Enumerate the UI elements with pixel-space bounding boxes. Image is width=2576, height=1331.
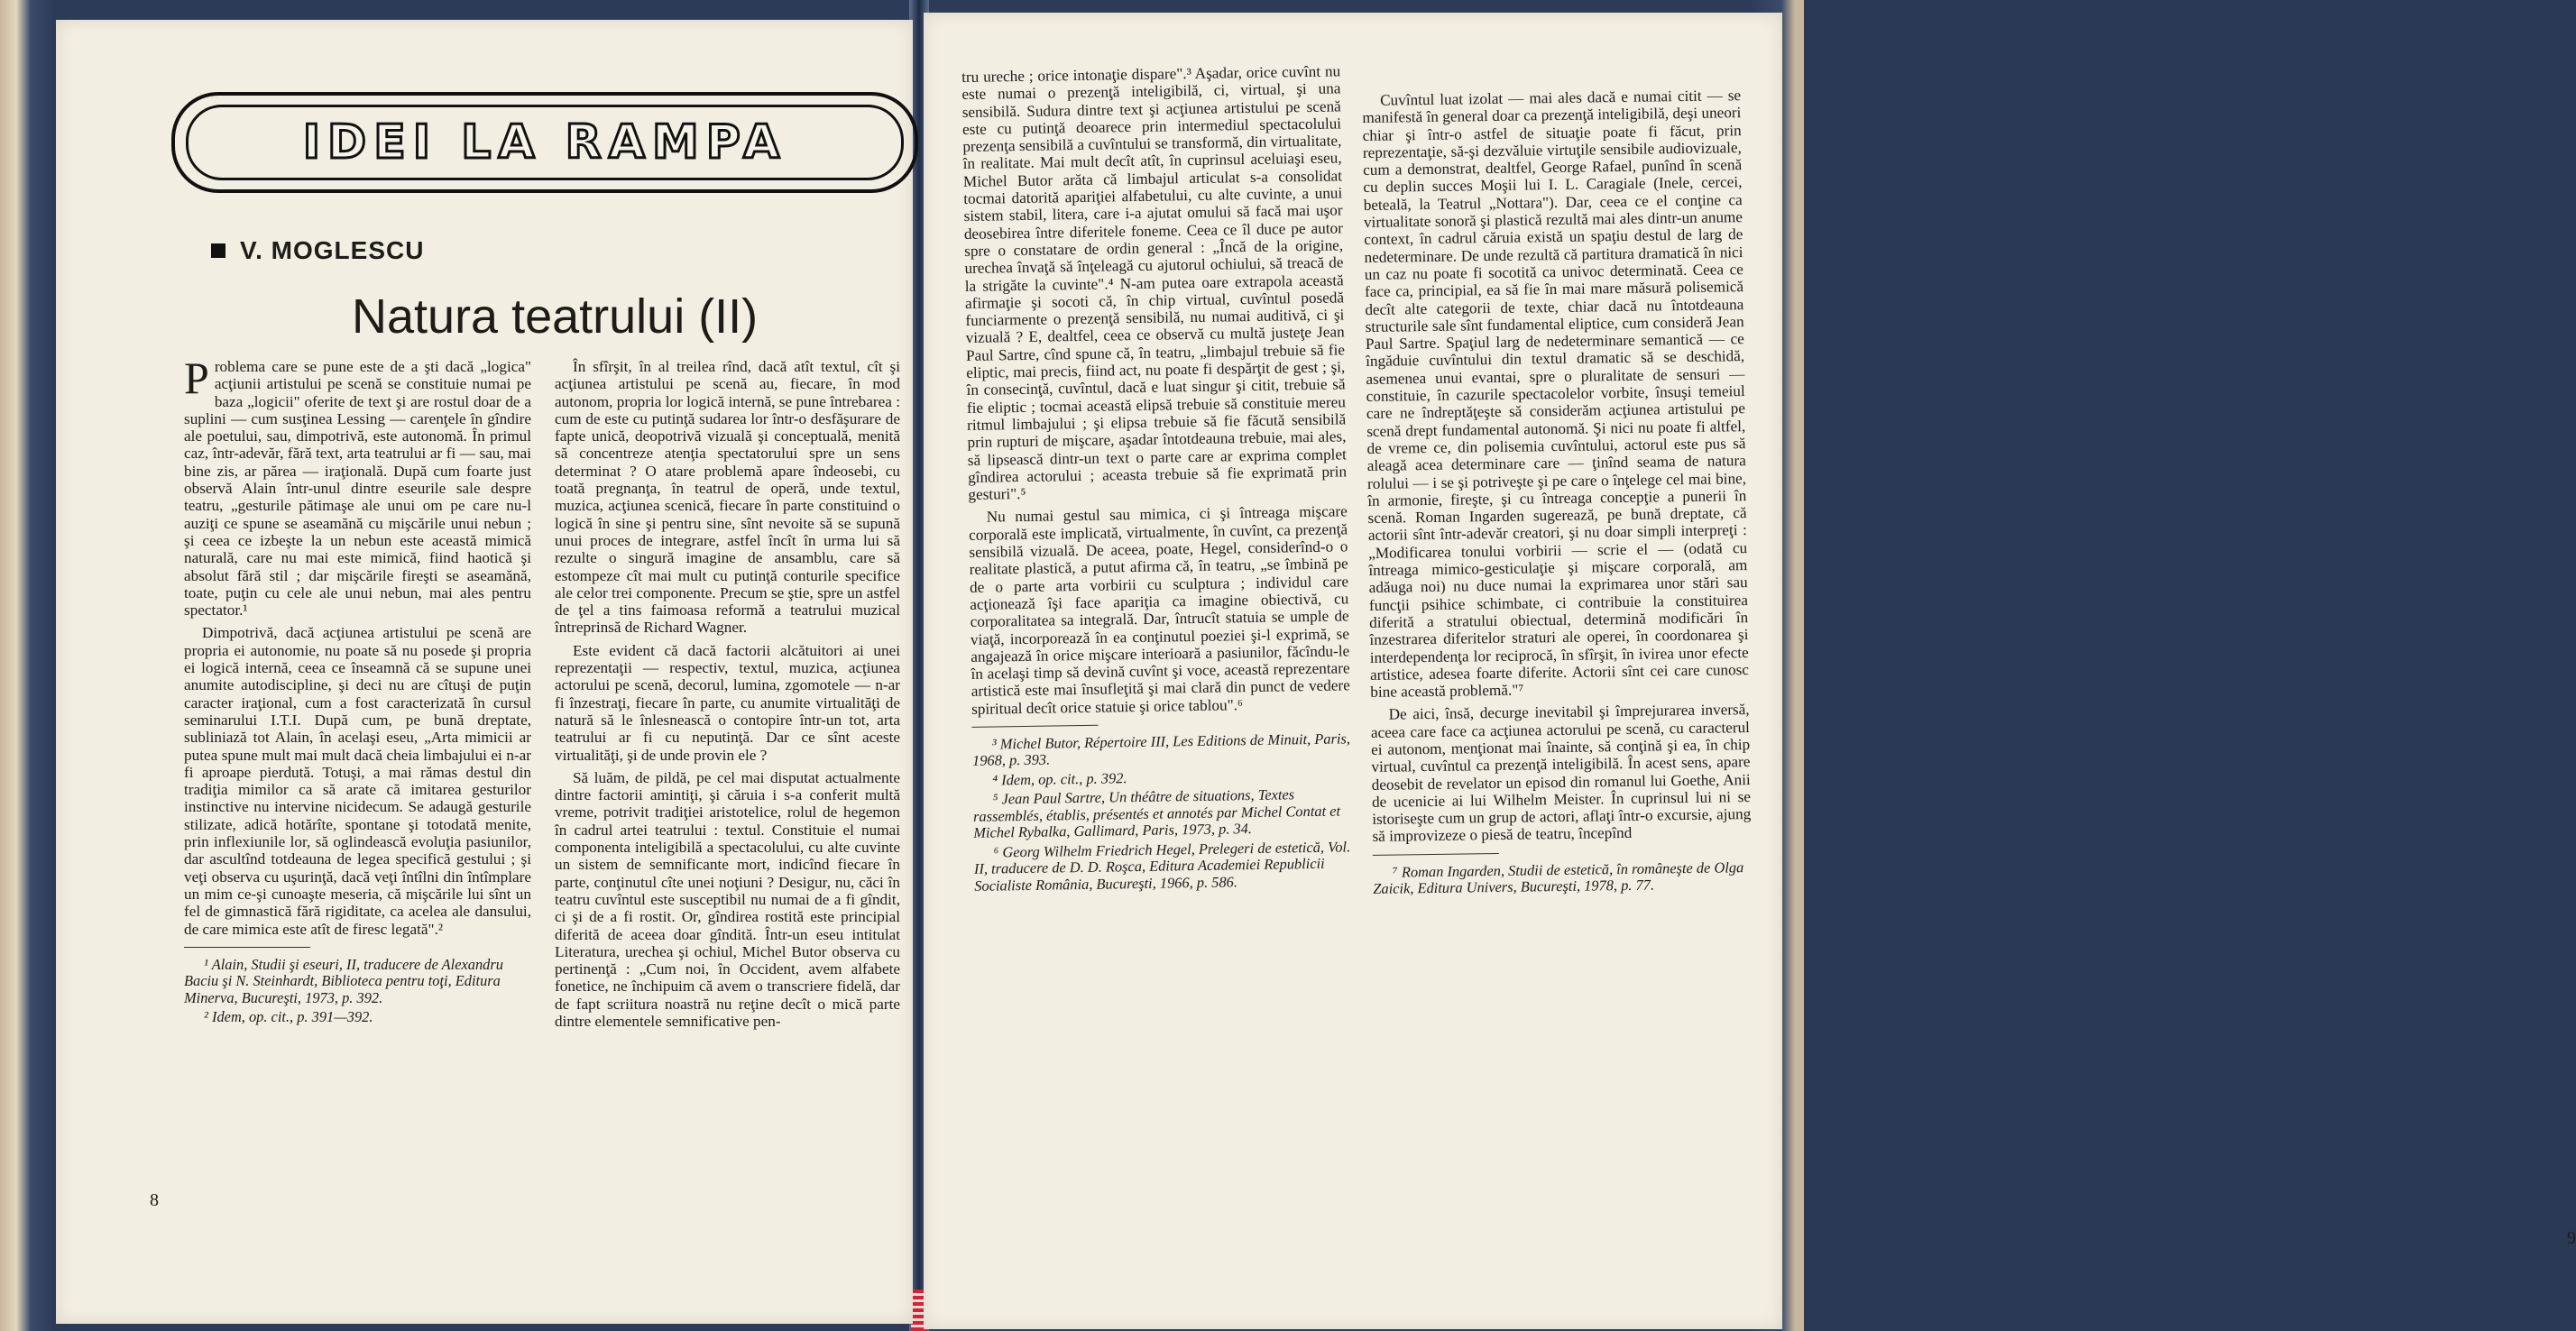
paragraph — [184, 353, 531, 620]
paragraph: Cuvîntul luat izolat — mai ales dacă e numai citit — se manifestă în general doar ca prezenţă inteligibilă, deşi uneori chiar şi într-o astfel de situaţie poate fi făcut, prin reprezentaţie, să-şi dezvăluie virtuţile sensibile audiovizuale, cum a demonstrat, dealtfel, George Rafael, punînd în scenă cu deplin succes Moşii lui I. L. Caragiale (Inele, cercei, beteală, la Teatrul „Nottara"). Dar, ceea ce el conţine ca virtualitate sonoră şi plastică rezultă mai ales dintr-un anume context, în cadrul căruia există un spaţiu destul de larg de nedeterminare. De unde rezultă că partitura dramatică în nici un caz nu poate fi socotită ca univoc determinată. Ceea ce face ca, principial, ea să fie în mai mare măsură polisemică decît alte categorii de texte, chiar dacă nu întotdeauna structurile sale sînt fundamental eliptice, cum consideră Jean Paul Sartre. Spaţiul larg de nedeterminare semantică — ce îngăduie cuvîntului din textul dramatic să se deschidă, asemenea unui evantai, spre o pluralitate de sensuri — constituie, în cazurile spectacolelor vorbite, însuşi temeiul care ne îndreptăţeşte să considerăm acţiunea artistului pe scenă drept fundamental autonomă. Şi nici nu poate fi altfel, de vreme ce, din polisemia cuvîntului, actorul este pus să aleagă acea determinare care — ţinînd seama de natura rolului — i se şi potriveşte şi pe care o înţelege cel mai bine, în armonie, fireşte, şi cu întreaga concepţie a punerii în scenă. Roman Ingarden sugerează, pe bună dreptate, că actorii sînt într-adevăr creatori, şi nu doar simpli interpreţi : „Modificarea tonului vorbirii — scrie el — (odată cu întreaga mimico-gesticulaţie şi mişcare corporală, am adăuga noi) nu duce numai la exprimarea unor stări sau funcţii psihice schimbate, ci contribuie la constituirea diferită a stratului obiectual, determină modificări în înzestrarea diferitelor straturi ale operei, în coordonarea şi interdependenţa lor reciprocă, în sfîrşit, în ivirea unor efecte artistice, adesea foarte diferite. Actorii sînt cei care cunosc bine această problemă."⁷ — [1362, 87, 1750, 702]
bullet-square-icon — [211, 243, 225, 258]
paragraph: Nu numai gestul sau mimica, ci şi întreaga mişcare corporală este implicată, virtualmente, în cuvînt, ca prezenţă sensibilă vizuală. De aceea, poate, Hegel, considerînd-o o realitate plastică, a putut afirma că, în teatru, „se îmbină pe de o parte arta vorbirii cu sculptura ; individul care acţionează îşi face apariţia ca imagine obiectivă, cu corporalitatea sa integrală. Dar, întrucît statuia se umple de viaţă, incorporează în ea conţinutul poeziei şi-l exprimă, se angajează în orice mişcare interioară a pasiunilor, făcîndu-le în acelaşi timp să devină cuvînt şi voce, această reprezentare artistică este mai însufleţită şi mai clară din punct de vedere spiritual decît orice statuie şi orice tablou".⁶ — [968, 502, 1350, 718]
article-title: Natura teatrului (II) — [352, 289, 759, 344]
left-page — [56, 20, 913, 1324]
footnote: ⁷ Roman Ingarden, Studii de estetică, în româneşte de Olga Zaicik, Editura Univers, Bucureşti, 1978, p. 77. — [1373, 858, 1744, 898]
paragraph: În sfîrşit, în al treilea rînd, dacă atît textul, cît şi acţiunea artistului pe scenă au, fiecare, în mod autonom, propria lor logică internă, se pune întrebarea : cum de este cu putinţă sudarea lor într-o desfăşurare de fapte unică, deopotrivă vizuală şi conceptuală, menită să concentreze atenţia spectatorului spre un sens determinat ? O atare problemă apare îndeosebi, cu toată pregnanţa, în teatrul de operă, unde textul, muzica, acţiunea scenică, fiecare în parte constituind o logică în sine şi pentru sine, sînt nevoite să se supună unui proces de integrare, astfel încît în urma lui să rezulte o singură imagine de ansamblu, care să estompeze cît mai mult cu putinţă conturile specifice ale celor trei componente. Precum se ştie, spre un astfel de ţel a tins faimoasa reformă a teatrului muzical întreprinsă de Richard Wagner. — [555, 358, 900, 637]
footnote: ⁵ Jean Paul Sartre, Un théâtre de situations, Textes rassemblés, établis, présentés et annotés par Michel Contat et Michel Rybalka, Gallimard, Paris, 1973, p. 34. — [972, 785, 1341, 842]
footnote: ¹ Alain, Studii şi eseuri, II, traducere de Alexandru Baciu şi N. Steinhardt, Biblioteca pentru toţi, Editura Minerva, Bucureşti, 1973, p. 392. — [184, 955, 503, 1006]
footnote: ³ Michel Butor, Répertoire III, Les Editions de Minuit, Paris, 1968, p. 393. — [971, 730, 1351, 770]
footnote: ⁶ Georg Wilhelm Friedrich Hegel, Prelegeri de estetică, Vol. II, traducere de D. D. Roşca, Editura Academiei Republicii Socialiste România, Bucureşti, 1966, p. 586. — [973, 838, 1351, 895]
page-number-right: 9 — [2567, 1228, 2576, 1248]
column-2 — [555, 358, 900, 1035]
column-4 — [1362, 87, 1752, 901]
paragraph: tru ureche ; orice intonaţie dispare".³ Aşadar, orice cuvînt nu este numai o prezenţă inteligibilă, ci, virtual, şi una sensibilă. Sudura dintre text şi acţiunea artistului pe scenă este cu putinţă deoarece prin intermediul spectacolului prezenţa sensibilă a cuvîntului se transformă, din virtualitate, în realitate. Mai mult decît atît, în cuprinsul aceluiaşi eseu, Michel Butor arăta că limbajul articulat s-a consolidat tocmai datorită apariţiei alfabetului, cu alte cuvinte, a unui sistem stabil, litera, care i-a ajutat omului să facă mai uşor deosebirea între diferitele foneme. Ceea ce îl duce pe autor spre o constatare de ordin general : „Încă de la origine, urechea învaţă să înţeleagă cu ajutorul ochiului, să treacă de la strigăte la cuvinte".⁴ N-am putea oare extrapola această afirmaţie şi socoti că, în chip virtual, cuvîntul posedă funciarmente o prezenţă sensibilă, nu numai auditivă, ci şi vizuală ? E, dealtfel, ceea ce observă cu multă justeţe Jean Paul Sartre, cînd spune că, în teatru, „limbajul trebuie să fie eliptic, mai precis, fiind act, nu poate fi despărţit de gest ; şi, în consecinţă, cuvîntul, dacă e luat singur şi citit, trebuie să fie eliptic ; tocmai această elipsă trebuie să constituie mereu ritmul limbajului ; şi elipsa trebuie să fie făcută sensibilă prin rupturi de mişcare, aşadar întotdeauna trebuie, mai ales, să lipsească dintr-un text o parte care ar exprima complet gîndirea actorului ; aceasta trebuie să fie exprimată prin gesturi".⁵ — [961, 62, 1348, 504]
paragraph: Să luăm, de pildă, pe cel mai disputat actualmente dintre factorii amintiţi, şi căruia i s-a conferit multă vreme, potrivit tradiţiei aristotelice, rolul de hegemon în cadrul artei teatrului : textul. Constituie el numai componenta inteligibilă a spectacolului, cu alte cuvinte un sistem de semnificante mort, indicînd fiecare în parte, conţinutul cîte unei noţiuni ? Desigur, nu, căci în teatru cuvîntul este susceptibil nu numai de a fi gîndit, ci şi de a fi rostit. Or, gîndirea rostită este principial diferită de aceea doar gîndită. Într-un eseu intitulat Literatura, urechea şi ochiul, Michel Butor observa cu pertinenţă : „Cum noi, în Occident, avem alfabete fonetice, ne închipuim că avem o transcriere fidelă, dar de fapt scriitura noastră nu reţine decît o mică parte dintre elementele semnificative pen- — [555, 768, 900, 1030]
drop-cap: P — [184, 353, 209, 403]
footnote: ² Idem, op. cit., p. 391—392. — [204, 1008, 373, 1026]
footnotes — [972, 730, 1354, 895]
section-banner — [171, 92, 918, 193]
column-1 — [184, 353, 531, 1029]
paragraph: De aici, însă, decurge inevitabil şi împrejurarea inversă, aceea care face ca acţiunea actorului pe scenă, cu caracterul ei autonom, menţionat mai înainte, să conţină şi ea, în chip virtual, cuvîntul ca prezenţă inteligibilă. În acest sens, apare deosebit de revelator un episod din romanul lui Goethe, Anii de ucenicie ai lui Wilhelm Meister. În cuprinsul lui ni se istoriseşte cum un grup de actori, aflaţi într-o excursie, ajung să improvizeze o piesă de teatru, începînd — [1370, 701, 1752, 846]
footnote-rule — [184, 947, 310, 948]
footnotes — [1373, 859, 1752, 898]
paragraph-text: roblema care se pune este de a şti dacă „logica" acţiunii artistului pe scenă se constituie numai pe baza „logicii" oferite de text şi are rostul doar de a suplini — cum susţinea Lessing — carenţele în gîndire ale poetului, sau, dimpotrivă, este autonomă. În primul caz, într-adevăr, fără text, arta teatrului ar fi — sau, mai bine zis, ar părea — iraţională. După cum foarte just observă Alain într-unul dintre eseurile sale despre teatru, „gesturile pătimaşe ale unui om pe care nu-l auziţi ce spune se aseamănă cu mişcările unui nebun ; şi ceea ce izbeşte la un nebun este această mimică naturală, care nu mai este mimică, fiind haotică şi absolut fără stil ; dar mişcările fireşti se aseamănă, toate, puţin cu cele ale unui nebun, mai ales pentru spectator.¹ — [184, 358, 531, 620]
column-3 — [961, 62, 1353, 897]
footnote: ⁴ Idem, op. cit., p. 392. — [992, 769, 1127, 789]
page-number-left: 8 — [150, 1190, 159, 1210]
footnotes — [184, 957, 531, 1026]
author-line — [211, 236, 424, 265]
paragraph: Este evident că dacă factorii alcătuitori ai unei reprezentaţii — respectiv, textul, muzica, acţiunea actorului pe scenă, decorul, lumina, zgomotele — n-ar fi înzestraţi, fiecare în parte, cu anumite virtualităţi de natură să le înlesnească o contopire într-un tot, arta teatrului ar fi cu neputinţă. Dar ce sînt aceste virtualităţi, şi de unde provin ele ? — [555, 641, 900, 764]
right-page — [924, 13, 2576, 1329]
footnote-rule — [971, 725, 1098, 728]
section-banner-inner — [186, 105, 904, 180]
footnote-rule — [1373, 853, 1499, 856]
author-name: V. MOGLESCU — [240, 236, 425, 264]
paragraph: Dimpotrivă, dacă acţiunea artistului pe scenă are propria ei autonomie, nu poate să nu posede şi propria ei logică internă, ceea ce înseamnă că se supune unei anumite autodiscipline, şi deci nu are cîtuşi de puţin caracter iraţional, cum a fost caracterizată în cursul seminarului I.T.I. După cum, pe bună dreptate, subliniază tot Alain, în acelaşi eseu, „Arta mimicii ar putea spune mult mai mult dacă cheia limbajului ei n-ar fi aproape pierdută. Totuşi, a mai rămas destul din tradiţia mimilor ca să arate că imitarea gesturilor instinctive nu intervine nicidecum. Se adaugă gesturile stilizate, adică hotărîte, spontane şi totodată menite, prin inflexiunile lor, să oglindească evoluţia pasiunilor, dar ascultînd totdeauna de legea specifică gestului ; şi veţi observa cu uşurinţă, dacă veţi întîlni din întîmplare un mim ce-şi cunoaşte meseria, că mişcările lui sînt un fel de gimnastică fără rigiditate, ca acelea ale dansului, de care mimica este atît de firesc legată".² — [184, 624, 531, 938]
section-banner-text: IDEI LA RAMPA — [302, 115, 787, 170]
